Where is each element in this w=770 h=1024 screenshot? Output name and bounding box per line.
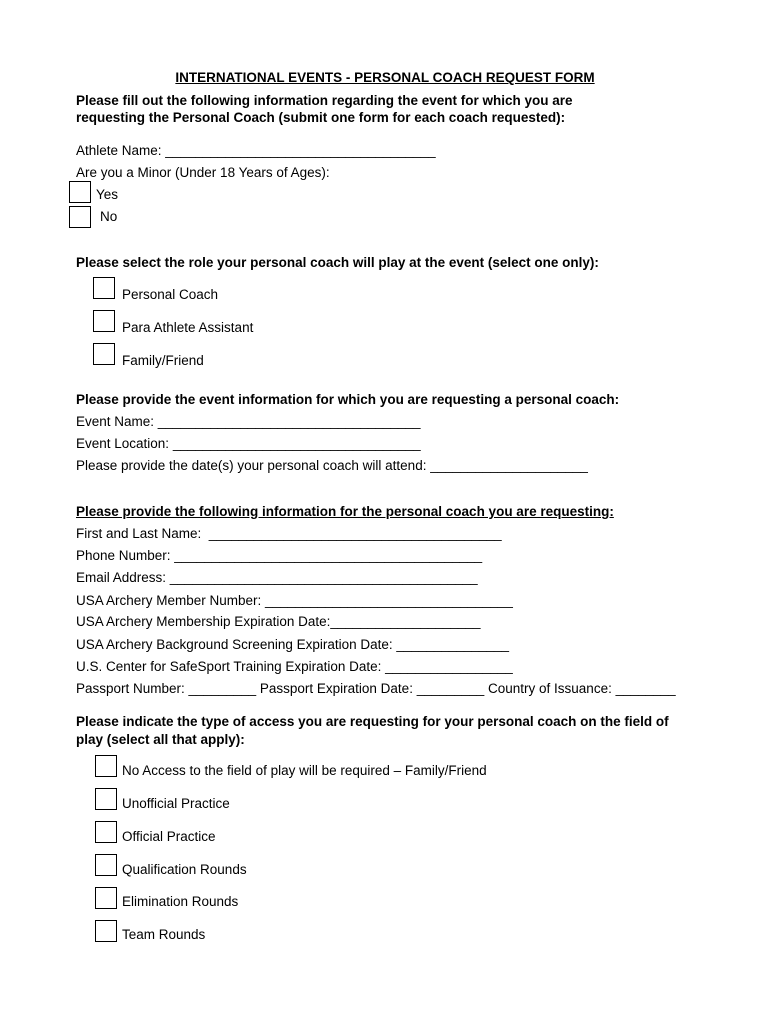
access-qualification-rounds-label: Qualification Rounds — [122, 862, 247, 877]
role-personal-coach-checkbox[interactable] — [93, 277, 115, 299]
minor-question: Are you a Minor (Under 18 Years of Ages): — [76, 165, 330, 180]
coach-membership-expiration-field[interactable]: USA Archery Membership Expiration Date:____________________ — [76, 614, 481, 629]
event-dates-field[interactable]: Please provide the date(s) your personal coach will attend: _____________________ — [76, 458, 588, 473]
access-unofficial-practice-checkbox[interactable] — [95, 788, 117, 810]
role-para-athlete-assistant-checkbox[interactable] — [93, 310, 115, 332]
coach-phone-field[interactable]: Phone Number: _________________________________________ — [76, 548, 483, 563]
coach-heading: Please provide the following information for the personal coach you are requesting: — [76, 504, 614, 519]
access-elimination-rounds-label: Elimination Rounds — [122, 894, 239, 909]
minor-yes-checkbox[interactable] — [69, 181, 91, 203]
role-personal-coach-label: Personal Coach — [122, 287, 219, 302]
access-unofficial-practice-label: Unofficial Practice — [122, 796, 230, 811]
access-team-rounds-label: Team Rounds — [122, 927, 206, 942]
role-heading: Please select the role your personal coach will play at the event (select one only): — [76, 255, 599, 270]
event-location-field[interactable]: Event Location: _________________________________ — [76, 436, 421, 451]
intro-line-1: Please fill out the following information regarding the event for which you are — [76, 93, 573, 108]
access-no-access-checkbox[interactable] — [95, 755, 117, 777]
coach-email-field[interactable]: Email Address: _________________________________________ — [76, 570, 478, 585]
form-title: INTERNATIONAL EVENTS - PERSONAL COACH REQUEST FORM — [175, 70, 595, 85]
intro-line-2: requesting the Personal Coach (submit one form for each coach requested): — [76, 110, 566, 125]
coach-passport-field[interactable]: Passport Number: _________ Passport Expiration Date: _________ Country of Issuance: ________ — [76, 681, 676, 696]
coach-member-number-field[interactable]: USA Archery Member Number: _________________________________ — [76, 593, 513, 608]
event-name-field[interactable]: Event Name: ___________________________________ — [76, 414, 421, 429]
minor-no-checkbox[interactable] — [69, 206, 91, 228]
role-family-friend-checkbox[interactable] — [93, 343, 115, 365]
coach-background-screening-field[interactable]: USA Archery Background Screening Expiration Date: _______________ — [76, 637, 510, 652]
access-official-practice-label: Official Practice — [122, 829, 216, 844]
access-elimination-rounds-checkbox[interactable] — [95, 887, 117, 909]
role-family-friend-label: Family/Friend — [122, 353, 204, 368]
minor-no-label: No — [100, 209, 118, 224]
access-heading-line-1: Please indicate the type of access you are requesting for your personal coach on the field of — [76, 714, 669, 729]
coach-name-field[interactable]: First and Last Name: _______________________________________ — [76, 526, 502, 541]
access-heading-line-2: play (select all that apply): — [76, 732, 245, 747]
access-official-practice-checkbox[interactable] — [95, 821, 117, 843]
coach-safesport-field[interactable]: U.S. Center for SafeSport Training Expiration Date: _________________ — [76, 659, 513, 674]
access-qualification-rounds-checkbox[interactable] — [95, 854, 117, 876]
access-no-access-label: No Access to the field of play will be required – Family/Friend — [122, 763, 487, 778]
access-team-rounds-checkbox[interactable] — [95, 920, 117, 942]
minor-yes-label: Yes — [96, 187, 119, 202]
role-para-athlete-assistant-label: Para Athlete Assistant — [122, 320, 254, 335]
athlete-name-field[interactable]: Athlete Name: ____________________________________ — [76, 143, 436, 158]
event-heading: Please provide the event information for which you are requesting a personal coach: — [76, 392, 620, 407]
